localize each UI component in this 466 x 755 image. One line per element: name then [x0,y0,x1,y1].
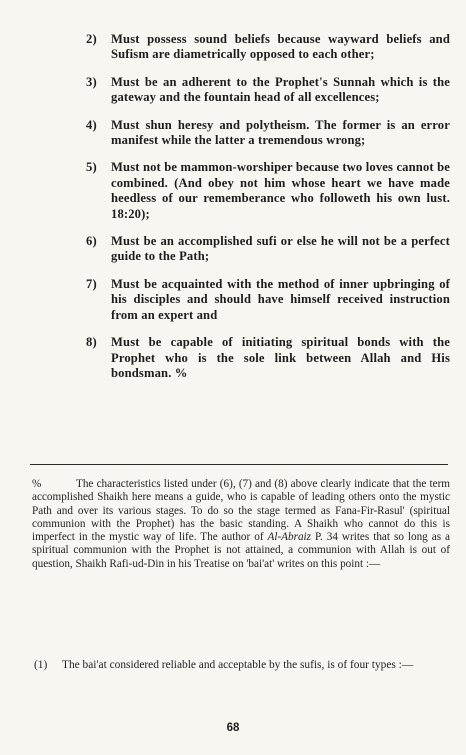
page-number: 68 [226,722,240,734]
list-item [84,335,450,381]
list-item [84,277,450,323]
item-number: 6) [86,234,97,249]
item-text: Must be capable of initiating spiritual bonds with the Prophet who is the sole link between Allah and His bondsman. % [111,335,450,380]
footnote [34,658,446,672]
note-text-before: The characteristics listed under (6), (7) and (8) above clearly indicate that the term accomplished Shaikh here means a guide, who is capable of leading others onto the mystic Path and over its various stages. To do so the stage termed as Fana-Fir-Rasul' (spiritual communion with the Prophet) has the basic standing. A Shaikh who cannot do this is imperfect in the mystic way of life. The author of [32,478,450,544]
list-item [84,118,450,149]
item-number: 2) [86,32,97,46]
item-number: 3) [86,74,97,89]
item-text: Must possess sound beliefs because wayward beliefs and Sufism are diametrically opposed to each other; [111,32,450,62]
item-number: 5) [86,160,97,175]
item-number: 4) [86,117,97,132]
item-text: Must not be mammon-worshiper because two loves cannot be combined. (And obey not him whose heart we have made heedless of our rememberance who followeth his own lust. 18:20); [111,160,450,221]
list-item [84,32,450,63]
list-item [84,234,450,265]
footnote-text: The bai'at considered reliable and acceptable by the sufis, is of four types :— [62,659,414,671]
item-text: Must be an accomplished sufi or else he will not be a perfect guide to the Path; [111,234,450,264]
list-item [84,160,450,222]
note-book-title: Al-Abraiz [267,531,312,544]
section-divider [30,464,448,465]
item-number: 8) [86,335,97,350]
item-text: Must shun heresy and polytheism. The former is an error manifest while the latter a tremendous wrong; [111,117,450,148]
list-item [84,75,450,106]
note-text-after: P. 34 writes that so long as a spiritual communion with the Prophet is not attained, a communion with Allah is out of question, Shaikh Rafi-ud-Din in his Treatise on 'bai'at' writes on this point :— [32,531,450,570]
numbered-list [84,32,450,393]
footnote-number: (1) [34,659,48,671]
note-marker: % [32,478,42,490]
item-text: Must be an adherent to the Prophet's Sunnah which is the gateway and the fountain head of all excellences; [111,74,450,105]
item-text: Must be acquainted with the method of inner upbringing of his disciples and should have himself received instruction from an expert and [111,276,450,322]
note-paragraph [32,478,450,571]
item-number: 7) [86,276,97,291]
